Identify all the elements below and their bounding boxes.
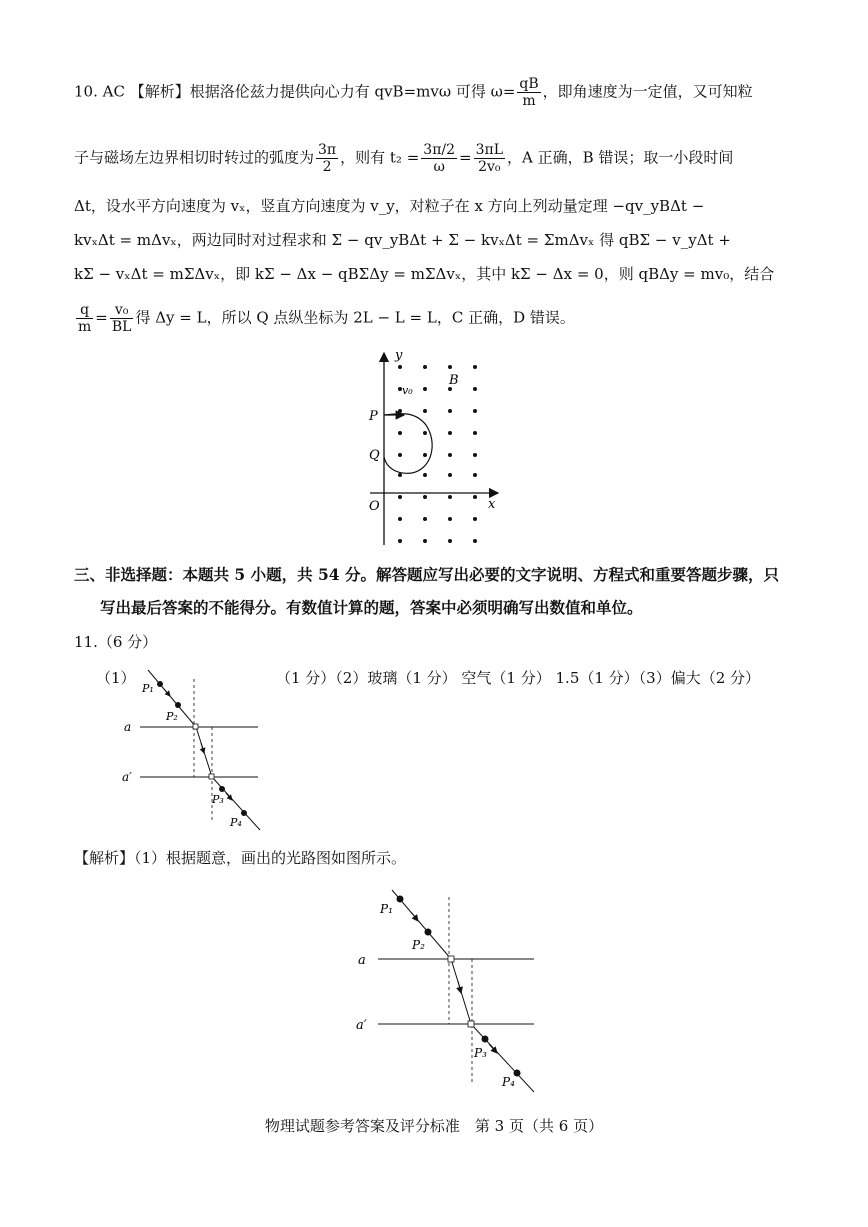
label-p4: P₄: [502, 1075, 515, 1089]
label-x: x: [488, 497, 496, 512]
magnetic-field-figure: [360, 345, 510, 550]
label-p3: P₃: [212, 793, 224, 806]
particle-trajectory: [384, 414, 432, 474]
optics-figure-large: [352, 885, 542, 1095]
pin-p3: [219, 786, 225, 792]
label-b: B: [449, 373, 459, 388]
label-y: y: [395, 348, 403, 363]
pin-p2: [425, 929, 432, 936]
q11-part1: （1）: [96, 669, 136, 687]
q11-answers: （1 分）（2）玻璃（1 分） 空气（1 分） 1.5（1 分）（3）偏大（2 分）: [276, 669, 761, 687]
pin-p1: [397, 896, 404, 903]
refracted-arrow: [458, 981, 461, 993]
q10-line-5: kΣ − vₓΔt = mΣΔvₓ，即 kΣ − Δx − qBΣΔy = mΣΔvₓ，其中 kΣ − Δx = 0，则 qBΔy = mv₀，结合: [74, 265, 775, 283]
emergent-arrow: [226, 793, 232, 800]
q11-header: 11.（6 分）: [74, 633, 158, 651]
fraction-angle-over-omega: $\frac{3\pi/2}{\omega}$: [423, 142, 456, 175]
fraction-3piL-over-2v0: $\frac{3\pi L}{\text{2v₀}}$: [475, 142, 503, 175]
incident-arrow: [411, 912, 418, 921]
fraction-q-over-m: $\frac{q}{m}$: [78, 302, 92, 335]
label-p1: P₁: [380, 902, 393, 916]
emergent-arrow: [489, 1044, 497, 1053]
section3-line-2: 写出最后答案的不能得分。有数值计算的题，答案中必须明确写出数值和单位。: [100, 598, 643, 617]
label-p2: P₂: [412, 938, 425, 952]
exit-point-marker: [209, 774, 214, 779]
label-a-prime: a′: [356, 1018, 367, 1033]
incident-arrow: [164, 689, 170, 696]
label-a: a: [358, 953, 366, 968]
label-p: P: [369, 409, 378, 424]
label-p3: P₃: [474, 1046, 487, 1060]
section3-line-1: 三、非选择题：本题共 5 小题，共 54 分。解答题应写出必要的文字说明、方程式和重要答题步骤，只: [74, 565, 779, 584]
q11-analysis: 【解析】（1）根据题意，画出的光路图如图所示。: [74, 849, 407, 867]
pin-p2: [175, 702, 181, 708]
refracted-arrow: [201, 743, 204, 753]
pin-p3: [482, 1036, 489, 1043]
q10-line-2: 子与磁场左边界相切时转过的弧度为 $\frac{3\pi}{2}$ ，则有 t₂ = $\frac{3\pi/2}{\omega}$ = $\frac{3\pi L}{\text{2v₀}}$ ，A 正确，B 错误；取一小段时间: [74, 142, 734, 175]
label-q: Q: [369, 448, 380, 463]
page-footer: 物理试题参考答案及评分标准 第 3 页（共 6 页）: [264, 1117, 604, 1135]
q10-line-4: kvₓΔt = mΔvₓ，两边同时对过程求和 Σ − qv_yBΔt + Σ − kvₓΔt = ΣmΔvₓ 得 qBΣ − v_yΔt +: [74, 231, 731, 249]
fraction-qB-over-m: $\frac{qB}{m}$: [519, 76, 539, 109]
fraction-3pi-over-2: $\frac{3\pi}{2}$: [318, 142, 337, 175]
label-p2: P₂: [166, 710, 178, 723]
label-p4: P₄: [230, 816, 242, 829]
label-v0: v₀: [402, 384, 413, 397]
label-a: a: [124, 720, 132, 734]
exit-point-marker: [468, 1021, 474, 1027]
label-a-prime: a′: [122, 770, 132, 784]
q10-line-6: $\frac{q}{m}$ = $\frac{\text{v₀}}{BL}$ 得 Δy = L，所以 Q 点纵坐标为 2L − L = L，C 正确，D 错误。: [78, 302, 575, 335]
pin-p4: [241, 810, 247, 816]
label-origin: O: [369, 499, 380, 514]
q10-line-1: 10. AC 【解析】根据洛伦兹力提供向心力有 qvB=mvω 可得 ω= $\frac{qB}{m}$ ，即角速度为一定值，又可知粒: [74, 76, 753, 109]
q10-line-3: Δt，设水平方向速度为 vₓ，竖直方向速度为 v_y，对粒子在 x 方向上列动量定理 −qv_yBΔt −: [74, 197, 705, 215]
label-p1: P₁: [142, 682, 154, 695]
fraction-v0-over-BL: $\frac{\text{v₀}}{BL}$: [111, 302, 132, 335]
optics-figure-small: [118, 665, 268, 835]
pin-p1: [157, 681, 163, 687]
incidence-point-marker: [448, 956, 454, 962]
incidence-point-marker: [193, 724, 198, 729]
